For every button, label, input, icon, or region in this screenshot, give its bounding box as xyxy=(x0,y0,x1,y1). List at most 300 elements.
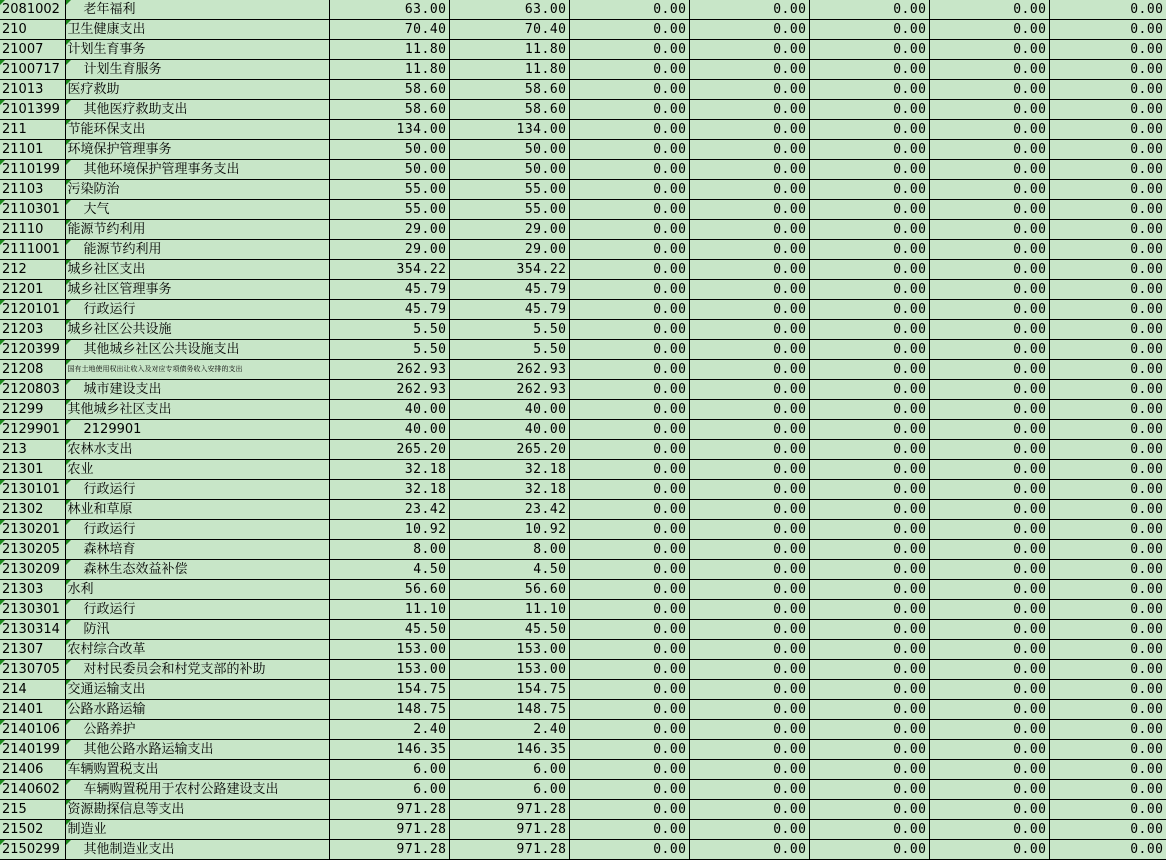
cell-value-col-6[interactable]: 0.00 xyxy=(689,640,809,660)
cell-value-col-6[interactable]: 0.00 xyxy=(689,360,809,380)
cell-value-col-4[interactable]: 265.20 xyxy=(449,440,569,460)
cell-value-col-3[interactable]: 50.00 xyxy=(329,140,449,160)
cell-value-col-4[interactable]: 153.00 xyxy=(449,640,569,660)
cell-value-col-6[interactable]: 0.00 xyxy=(689,540,809,560)
cell-value-col-9[interactable]: 0.00 xyxy=(1049,100,1166,120)
cell-value-col-9[interactable]: 0.00 xyxy=(1049,400,1166,420)
cell-value-col-4[interactable]: 971.28 xyxy=(449,820,569,840)
cell-value-col-7[interactable]: 0.00 xyxy=(809,260,929,280)
cell-value-col-8[interactable]: 0.00 xyxy=(929,120,1049,140)
cell-name[interactable]: 农林水支出 xyxy=(65,440,329,460)
cell-value-col-7[interactable]: 0.00 xyxy=(809,680,929,700)
cell-value-col-6[interactable]: 0.00 xyxy=(689,400,809,420)
cell-value-col-9[interactable]: 0.00 xyxy=(1049,240,1166,260)
cell-value-col-6[interactable]: 0.00 xyxy=(689,120,809,140)
cell-name[interactable]: 城乡社区支出 xyxy=(65,260,329,280)
cell-code[interactable]: 2120101 xyxy=(0,300,65,320)
cell-value-col-4[interactable]: 146.35 xyxy=(449,740,569,760)
cell-value-col-3[interactable]: 58.60 xyxy=(329,80,449,100)
cell-name[interactable]: 森林生态效益补偿 xyxy=(65,560,329,580)
cell-value-col-8[interactable]: 0.00 xyxy=(929,720,1049,740)
cell-code[interactable]: 2081002 xyxy=(0,0,65,20)
cell-value-col-6[interactable]: 0.00 xyxy=(689,380,809,400)
cell-name[interactable]: 水利 xyxy=(65,580,329,600)
cell-code[interactable]: 2110199 xyxy=(0,160,65,180)
cell-code[interactable]: 2150299 xyxy=(0,840,65,860)
cell-value-col-9[interactable]: 0.00 xyxy=(1049,520,1166,540)
cell-code[interactable]: 210 xyxy=(0,20,65,40)
cell-value-col-7[interactable]: 0.00 xyxy=(809,100,929,120)
cell-value-col-3[interactable]: 40.00 xyxy=(329,400,449,420)
cell-value-col-9[interactable]: 0.00 xyxy=(1049,420,1166,440)
cell-value-col-5[interactable]: 0.00 xyxy=(569,740,689,760)
cell-value-col-7[interactable]: 0.00 xyxy=(809,740,929,760)
cell-value-col-3[interactable]: 45.50 xyxy=(329,620,449,640)
cell-value-col-4[interactable]: 45.50 xyxy=(449,620,569,640)
cell-value-col-8[interactable]: 0.00 xyxy=(929,160,1049,180)
cell-value-col-9[interactable]: 0.00 xyxy=(1049,740,1166,760)
cell-value-col-9[interactable]: 0.00 xyxy=(1049,220,1166,240)
cell-value-col-3[interactable]: 262.93 xyxy=(329,360,449,380)
cell-name[interactable]: 森林培育 xyxy=(65,540,329,560)
cell-value-col-6[interactable]: 0.00 xyxy=(689,680,809,700)
cell-value-col-7[interactable]: 0.00 xyxy=(809,360,929,380)
cell-value-col-5[interactable]: 0.00 xyxy=(569,0,689,20)
cell-value-col-4[interactable]: 50.00 xyxy=(449,160,569,180)
cell-value-col-5[interactable]: 0.00 xyxy=(569,320,689,340)
cell-code[interactable]: 2140199 xyxy=(0,740,65,760)
cell-value-col-5[interactable]: 0.00 xyxy=(569,20,689,40)
cell-value-col-5[interactable]: 0.00 xyxy=(569,680,689,700)
cell-value-col-6[interactable]: 0.00 xyxy=(689,460,809,480)
cell-value-col-9[interactable]: 0.00 xyxy=(1049,560,1166,580)
cell-name[interactable]: 其他制造业支出 xyxy=(65,840,329,860)
cell-value-col-8[interactable]: 0.00 xyxy=(929,620,1049,640)
cell-value-col-3[interactable]: 50.00 xyxy=(329,160,449,180)
cell-code[interactable]: 2130201 xyxy=(0,520,65,540)
cell-value-col-4[interactable]: 45.79 xyxy=(449,300,569,320)
cell-value-col-9[interactable]: 0.00 xyxy=(1049,680,1166,700)
cell-value-col-6[interactable]: 0.00 xyxy=(689,760,809,780)
cell-value-col-6[interactable]: 0.00 xyxy=(689,80,809,100)
cell-value-col-9[interactable]: 0.00 xyxy=(1049,480,1166,500)
cell-value-col-8[interactable]: 0.00 xyxy=(929,100,1049,120)
cell-name[interactable]: 对村民委员会和村党支部的补助 xyxy=(65,660,329,680)
cell-value-col-4[interactable]: 29.00 xyxy=(449,240,569,260)
cell-value-col-5[interactable]: 0.00 xyxy=(569,520,689,540)
cell-value-col-6[interactable]: 0.00 xyxy=(689,580,809,600)
cell-value-col-7[interactable]: 0.00 xyxy=(809,240,929,260)
cell-value-col-7[interactable]: 0.00 xyxy=(809,580,929,600)
cell-value-col-9[interactable]: 0.00 xyxy=(1049,700,1166,720)
cell-name[interactable]: 城乡社区管理事务 xyxy=(65,280,329,300)
cell-value-col-5[interactable]: 0.00 xyxy=(569,700,689,720)
cell-value-col-8[interactable]: 0.00 xyxy=(929,0,1049,20)
cell-code[interactable]: 2110301 xyxy=(0,200,65,220)
cell-value-col-8[interactable]: 0.00 xyxy=(929,760,1049,780)
cell-value-col-3[interactable]: 63.00 xyxy=(329,0,449,20)
cell-value-col-7[interactable]: 0.00 xyxy=(809,120,929,140)
cell-code[interactable]: 211 xyxy=(0,120,65,140)
cell-value-col-4[interactable]: 11.10 xyxy=(449,600,569,620)
cell-value-col-7[interactable]: 0.00 xyxy=(809,780,929,800)
cell-value-col-4[interactable]: 58.60 xyxy=(449,100,569,120)
cell-value-col-4[interactable]: 2.40 xyxy=(449,720,569,740)
cell-value-col-9[interactable]: 0.00 xyxy=(1049,360,1166,380)
cell-value-col-5[interactable]: 0.00 xyxy=(569,80,689,100)
cell-value-col-8[interactable]: 0.00 xyxy=(929,220,1049,240)
cell-value-col-4[interactable]: 148.75 xyxy=(449,700,569,720)
cell-value-col-5[interactable]: 0.00 xyxy=(569,40,689,60)
cell-value-col-7[interactable]: 0.00 xyxy=(809,640,929,660)
cell-value-col-5[interactable]: 0.00 xyxy=(569,220,689,240)
cell-value-col-8[interactable]: 0.00 xyxy=(929,380,1049,400)
cell-value-col-8[interactable]: 0.00 xyxy=(929,400,1049,420)
cell-name[interactable]: 节能环保支出 xyxy=(65,120,329,140)
cell-value-col-6[interactable]: 0.00 xyxy=(689,160,809,180)
cell-value-col-3[interactable]: 70.40 xyxy=(329,20,449,40)
cell-value-col-5[interactable]: 0.00 xyxy=(569,400,689,420)
cell-name[interactable]: 计划生育事务 xyxy=(65,40,329,60)
cell-value-col-7[interactable]: 0.00 xyxy=(809,300,929,320)
cell-value-col-9[interactable]: 0.00 xyxy=(1049,300,1166,320)
cell-value-col-4[interactable]: 40.00 xyxy=(449,400,569,420)
cell-value-col-8[interactable]: 0.00 xyxy=(929,500,1049,520)
cell-value-col-3[interactable]: 6.00 xyxy=(329,760,449,780)
cell-value-col-7[interactable]: 0.00 xyxy=(809,400,929,420)
cell-value-col-6[interactable]: 0.00 xyxy=(689,620,809,640)
cell-value-col-9[interactable]: 0.00 xyxy=(1049,40,1166,60)
cell-value-col-5[interactable]: 0.00 xyxy=(569,60,689,80)
cell-value-col-4[interactable]: 8.00 xyxy=(449,540,569,560)
cell-code[interactable]: 21502 xyxy=(0,820,65,840)
cell-value-col-7[interactable]: 0.00 xyxy=(809,480,929,500)
cell-value-col-8[interactable]: 0.00 xyxy=(929,420,1049,440)
cell-value-col-5[interactable]: 0.00 xyxy=(569,280,689,300)
cell-value-col-7[interactable]: 0.00 xyxy=(809,660,929,680)
cell-value-col-5[interactable]: 0.00 xyxy=(569,780,689,800)
cell-value-col-8[interactable]: 0.00 xyxy=(929,520,1049,540)
cell-value-col-7[interactable]: 0.00 xyxy=(809,720,929,740)
cell-value-col-3[interactable]: 29.00 xyxy=(329,220,449,240)
cell-value-col-4[interactable]: 50.00 xyxy=(449,140,569,160)
cell-code[interactable]: 21299 xyxy=(0,400,65,420)
cell-value-col-8[interactable]: 0.00 xyxy=(929,260,1049,280)
cell-value-col-7[interactable]: 0.00 xyxy=(809,380,929,400)
cell-value-col-9[interactable]: 0.00 xyxy=(1049,620,1166,640)
cell-name[interactable]: 车辆购置税支出 xyxy=(65,760,329,780)
cell-value-col-9[interactable]: 0.00 xyxy=(1049,760,1166,780)
cell-value-col-9[interactable]: 0.00 xyxy=(1049,320,1166,340)
cell-value-col-9[interactable]: 0.00 xyxy=(1049,720,1166,740)
cell-value-col-9[interactable]: 0.00 xyxy=(1049,640,1166,660)
cell-code[interactable]: 21201 xyxy=(0,280,65,300)
cell-value-col-6[interactable]: 0.00 xyxy=(689,200,809,220)
cell-value-col-3[interactable]: 153.00 xyxy=(329,640,449,660)
cell-value-col-9[interactable]: 0.00 xyxy=(1049,600,1166,620)
cell-code[interactable]: 214 xyxy=(0,680,65,700)
cell-value-col-3[interactable]: 10.92 xyxy=(329,520,449,540)
cell-value-col-7[interactable]: 0.00 xyxy=(809,160,929,180)
cell-code[interactable]: 213 xyxy=(0,440,65,460)
cell-value-col-9[interactable]: 0.00 xyxy=(1049,280,1166,300)
cell-code[interactable]: 21203 xyxy=(0,320,65,340)
cell-value-col-4[interactable]: 134.00 xyxy=(449,120,569,140)
cell-value-col-9[interactable]: 0.00 xyxy=(1049,800,1166,820)
cell-value-col-3[interactable]: 354.22 xyxy=(329,260,449,280)
cell-value-col-6[interactable]: 0.00 xyxy=(689,100,809,120)
cell-value-col-7[interactable]: 0.00 xyxy=(809,180,929,200)
cell-name[interactable]: 行政运行 xyxy=(65,520,329,540)
cell-name[interactable]: 城市建设支出 xyxy=(65,380,329,400)
cell-value-col-4[interactable]: 262.93 xyxy=(449,380,569,400)
cell-value-col-6[interactable]: 0.00 xyxy=(689,0,809,20)
cell-value-col-6[interactable]: 0.00 xyxy=(689,280,809,300)
cell-value-col-6[interactable]: 0.00 xyxy=(689,60,809,80)
cell-code[interactable]: 212 xyxy=(0,260,65,280)
cell-value-col-5[interactable]: 0.00 xyxy=(569,660,689,680)
cell-value-col-7[interactable]: 0.00 xyxy=(809,80,929,100)
cell-value-col-6[interactable]: 0.00 xyxy=(689,560,809,580)
cell-value-col-6[interactable]: 0.00 xyxy=(689,20,809,40)
cell-value-col-3[interactable]: 29.00 xyxy=(329,240,449,260)
cell-value-col-9[interactable]: 0.00 xyxy=(1049,660,1166,680)
cell-value-col-6[interactable]: 0.00 xyxy=(689,260,809,280)
cell-value-col-6[interactable]: 0.00 xyxy=(689,520,809,540)
cell-value-col-5[interactable]: 0.00 xyxy=(569,440,689,460)
cell-name[interactable]: 2129901 xyxy=(65,420,329,440)
cell-name[interactable]: 防汛 xyxy=(65,620,329,640)
cell-value-col-4[interactable]: 63.00 xyxy=(449,0,569,20)
cell-value-col-5[interactable]: 0.00 xyxy=(569,360,689,380)
cell-value-col-6[interactable]: 0.00 xyxy=(689,600,809,620)
cell-value-col-3[interactable]: 134.00 xyxy=(329,120,449,140)
cell-value-col-6[interactable]: 0.00 xyxy=(689,480,809,500)
cell-value-col-5[interactable]: 0.00 xyxy=(569,640,689,660)
cell-value-col-3[interactable]: 45.79 xyxy=(329,280,449,300)
cell-value-col-9[interactable]: 0.00 xyxy=(1049,180,1166,200)
cell-value-col-7[interactable]: 0.00 xyxy=(809,280,929,300)
cell-value-col-3[interactable]: 58.60 xyxy=(329,100,449,120)
cell-value-col-4[interactable]: 56.60 xyxy=(449,580,569,600)
cell-value-col-8[interactable]: 0.00 xyxy=(929,440,1049,460)
cell-name[interactable]: 行政运行 xyxy=(65,480,329,500)
cell-value-col-6[interactable]: 0.00 xyxy=(689,660,809,680)
cell-value-col-4[interactable]: 32.18 xyxy=(449,480,569,500)
cell-value-col-5[interactable]: 0.00 xyxy=(569,460,689,480)
cell-value-col-3[interactable]: 4.50 xyxy=(329,560,449,580)
cell-value-col-4[interactable]: 55.00 xyxy=(449,200,569,220)
cell-value-col-8[interactable]: 0.00 xyxy=(929,280,1049,300)
cell-value-col-4[interactable]: 29.00 xyxy=(449,220,569,240)
cell-value-col-6[interactable]: 0.00 xyxy=(689,140,809,160)
cell-value-col-9[interactable]: 0.00 xyxy=(1049,820,1166,840)
cell-value-col-9[interactable]: 0.00 xyxy=(1049,60,1166,80)
cell-name[interactable]: 制造业 xyxy=(65,820,329,840)
cell-value-col-4[interactable]: 70.40 xyxy=(449,20,569,40)
cell-value-col-4[interactable]: 5.50 xyxy=(449,340,569,360)
cell-code[interactable]: 21303 xyxy=(0,580,65,600)
cell-value-col-8[interactable]: 0.00 xyxy=(929,300,1049,320)
cell-value-col-7[interactable]: 0.00 xyxy=(809,140,929,160)
cell-value-col-4[interactable]: 32.18 xyxy=(449,460,569,480)
cell-name[interactable]: 车辆购置税用于农村公路建设支出 xyxy=(65,780,329,800)
cell-value-col-5[interactable]: 0.00 xyxy=(569,120,689,140)
cell-value-col-9[interactable]: 0.00 xyxy=(1049,440,1166,460)
cell-code[interactable]: 2130705 xyxy=(0,660,65,680)
cell-value-col-9[interactable]: 0.00 xyxy=(1049,340,1166,360)
cell-value-col-7[interactable]: 0.00 xyxy=(809,320,929,340)
cell-value-col-8[interactable]: 0.00 xyxy=(929,40,1049,60)
cell-value-col-4[interactable]: 154.75 xyxy=(449,680,569,700)
cell-value-col-3[interactable]: 265.20 xyxy=(329,440,449,460)
cell-name[interactable]: 国有土地使用权出让收入及对应专项债务收入安排的支出 xyxy=(65,360,329,380)
cell-value-col-8[interactable]: 0.00 xyxy=(929,340,1049,360)
cell-value-col-5[interactable]: 0.00 xyxy=(569,340,689,360)
cell-value-col-8[interactable]: 0.00 xyxy=(929,180,1049,200)
cell-value-col-6[interactable]: 0.00 xyxy=(689,420,809,440)
cell-code[interactable]: 21301 xyxy=(0,460,65,480)
cell-code[interactable]: 2130209 xyxy=(0,560,65,580)
cell-value-col-5[interactable]: 0.00 xyxy=(569,200,689,220)
cell-value-col-4[interactable]: 971.28 xyxy=(449,840,569,860)
cell-name[interactable]: 其他城乡社区支出 xyxy=(65,400,329,420)
cell-value-col-5[interactable]: 0.00 xyxy=(569,600,689,620)
cell-value-col-8[interactable]: 0.00 xyxy=(929,80,1049,100)
cell-code[interactable]: 21103 xyxy=(0,180,65,200)
cell-value-col-5[interactable]: 0.00 xyxy=(569,260,689,280)
cell-code[interactable]: 2140106 xyxy=(0,720,65,740)
cell-value-col-8[interactable]: 0.00 xyxy=(929,660,1049,680)
cell-value-col-8[interactable]: 0.00 xyxy=(929,480,1049,500)
cell-code[interactable]: 2130314 xyxy=(0,620,65,640)
cell-value-col-7[interactable]: 0.00 xyxy=(809,40,929,60)
cell-name[interactable]: 其他公路水路运输支出 xyxy=(65,740,329,760)
cell-value-col-8[interactable]: 0.00 xyxy=(929,140,1049,160)
cell-code[interactable]: 2129901 xyxy=(0,420,65,440)
cell-value-col-6[interactable]: 0.00 xyxy=(689,800,809,820)
cell-name[interactable]: 公路水路运输 xyxy=(65,700,329,720)
cell-value-col-8[interactable]: 0.00 xyxy=(929,60,1049,80)
cell-value-col-3[interactable]: 971.28 xyxy=(329,800,449,820)
cell-value-col-3[interactable]: 8.00 xyxy=(329,540,449,560)
cell-value-col-5[interactable]: 0.00 xyxy=(569,820,689,840)
cell-value-col-6[interactable]: 0.00 xyxy=(689,320,809,340)
cell-value-col-8[interactable]: 0.00 xyxy=(929,820,1049,840)
cell-value-col-7[interactable]: 0.00 xyxy=(809,420,929,440)
cell-value-col-7[interactable]: 0.00 xyxy=(809,220,929,240)
cell-value-col-7[interactable]: 0.00 xyxy=(809,460,929,480)
cell-code[interactable]: 2130101 xyxy=(0,480,65,500)
cell-code[interactable]: 2120803 xyxy=(0,380,65,400)
cell-value-col-8[interactable]: 0.00 xyxy=(929,240,1049,260)
cell-value-col-4[interactable]: 55.00 xyxy=(449,180,569,200)
cell-value-col-6[interactable]: 0.00 xyxy=(689,500,809,520)
cell-value-col-6[interactable]: 0.00 xyxy=(689,300,809,320)
cell-value-col-9[interactable]: 0.00 xyxy=(1049,500,1166,520)
cell-value-col-5[interactable]: 0.00 xyxy=(569,160,689,180)
cell-value-col-6[interactable]: 0.00 xyxy=(689,220,809,240)
cell-value-col-5[interactable]: 0.00 xyxy=(569,800,689,820)
cell-code[interactable]: 2101399 xyxy=(0,100,65,120)
cell-value-col-6[interactable]: 0.00 xyxy=(689,180,809,200)
cell-value-col-4[interactable]: 354.22 xyxy=(449,260,569,280)
cell-value-col-9[interactable]: 0.00 xyxy=(1049,80,1166,100)
cell-value-col-7[interactable]: 0.00 xyxy=(809,760,929,780)
cell-code[interactable]: 21007 xyxy=(0,40,65,60)
cell-value-col-4[interactable]: 11.80 xyxy=(449,60,569,80)
cell-value-col-7[interactable]: 0.00 xyxy=(809,800,929,820)
cell-value-col-3[interactable]: 32.18 xyxy=(329,480,449,500)
cell-code[interactable]: 21208 xyxy=(0,360,65,380)
cell-value-col-8[interactable]: 0.00 xyxy=(929,800,1049,820)
cell-value-col-8[interactable]: 0.00 xyxy=(929,540,1049,560)
cell-value-col-8[interactable]: 0.00 xyxy=(929,560,1049,580)
cell-value-col-9[interactable]: 0.00 xyxy=(1049,0,1166,20)
cell-value-col-6[interactable]: 0.00 xyxy=(689,40,809,60)
cell-value-col-7[interactable]: 0.00 xyxy=(809,0,929,20)
cell-value-col-3[interactable]: 40.00 xyxy=(329,420,449,440)
cell-value-col-3[interactable]: 23.42 xyxy=(329,500,449,520)
cell-value-col-9[interactable]: 0.00 xyxy=(1049,140,1166,160)
cell-value-col-3[interactable]: 11.80 xyxy=(329,60,449,80)
cell-name[interactable]: 林业和草原 xyxy=(65,500,329,520)
cell-value-col-8[interactable]: 0.00 xyxy=(929,840,1049,860)
cell-value-col-3[interactable]: 148.75 xyxy=(329,700,449,720)
cell-value-col-5[interactable]: 0.00 xyxy=(569,480,689,500)
cell-value-col-8[interactable]: 0.00 xyxy=(929,700,1049,720)
cell-value-col-4[interactable]: 58.60 xyxy=(449,80,569,100)
cell-value-col-7[interactable]: 0.00 xyxy=(809,600,929,620)
cell-value-col-4[interactable]: 6.00 xyxy=(449,760,569,780)
cell-value-col-7[interactable]: 0.00 xyxy=(809,340,929,360)
cell-value-col-6[interactable]: 0.00 xyxy=(689,440,809,460)
cell-value-col-9[interactable]: 0.00 xyxy=(1049,380,1166,400)
cell-name[interactable]: 污染防治 xyxy=(65,180,329,200)
cell-value-col-3[interactable]: 153.00 xyxy=(329,660,449,680)
cell-value-col-5[interactable]: 0.00 xyxy=(569,100,689,120)
cell-value-col-5[interactable]: 0.00 xyxy=(569,500,689,520)
cell-value-col-8[interactable]: 0.00 xyxy=(929,680,1049,700)
cell-value-col-3[interactable]: 11.80 xyxy=(329,40,449,60)
cell-value-col-6[interactable]: 0.00 xyxy=(689,840,809,860)
cell-value-col-3[interactable]: 55.00 xyxy=(329,180,449,200)
cell-value-col-8[interactable]: 0.00 xyxy=(929,640,1049,660)
cell-value-col-3[interactable]: 971.28 xyxy=(329,820,449,840)
cell-value-col-9[interactable]: 0.00 xyxy=(1049,20,1166,40)
cell-code[interactable]: 215 xyxy=(0,800,65,820)
cell-value-col-9[interactable]: 0.00 xyxy=(1049,580,1166,600)
cell-code[interactable]: 2120399 xyxy=(0,340,65,360)
cell-value-col-8[interactable]: 0.00 xyxy=(929,600,1049,620)
cell-value-col-9[interactable]: 0.00 xyxy=(1049,260,1166,280)
cell-name[interactable]: 能源节约利用 xyxy=(65,240,329,260)
cell-value-col-6[interactable]: 0.00 xyxy=(689,780,809,800)
cell-value-col-7[interactable]: 0.00 xyxy=(809,700,929,720)
cell-value-col-3[interactable]: 2.40 xyxy=(329,720,449,740)
cell-code[interactable]: 21013 xyxy=(0,80,65,100)
cell-value-col-9[interactable]: 0.00 xyxy=(1049,840,1166,860)
cell-value-col-5[interactable]: 0.00 xyxy=(569,560,689,580)
cell-value-col-4[interactable]: 23.42 xyxy=(449,500,569,520)
cell-name[interactable]: 公路养护 xyxy=(65,720,329,740)
cell-value-col-8[interactable]: 0.00 xyxy=(929,460,1049,480)
cell-value-col-4[interactable]: 10.92 xyxy=(449,520,569,540)
cell-value-col-3[interactable]: 154.75 xyxy=(329,680,449,700)
cell-code[interactable]: 21406 xyxy=(0,760,65,780)
cell-value-col-7[interactable]: 0.00 xyxy=(809,840,929,860)
cell-code[interactable]: 2130205 xyxy=(0,540,65,560)
